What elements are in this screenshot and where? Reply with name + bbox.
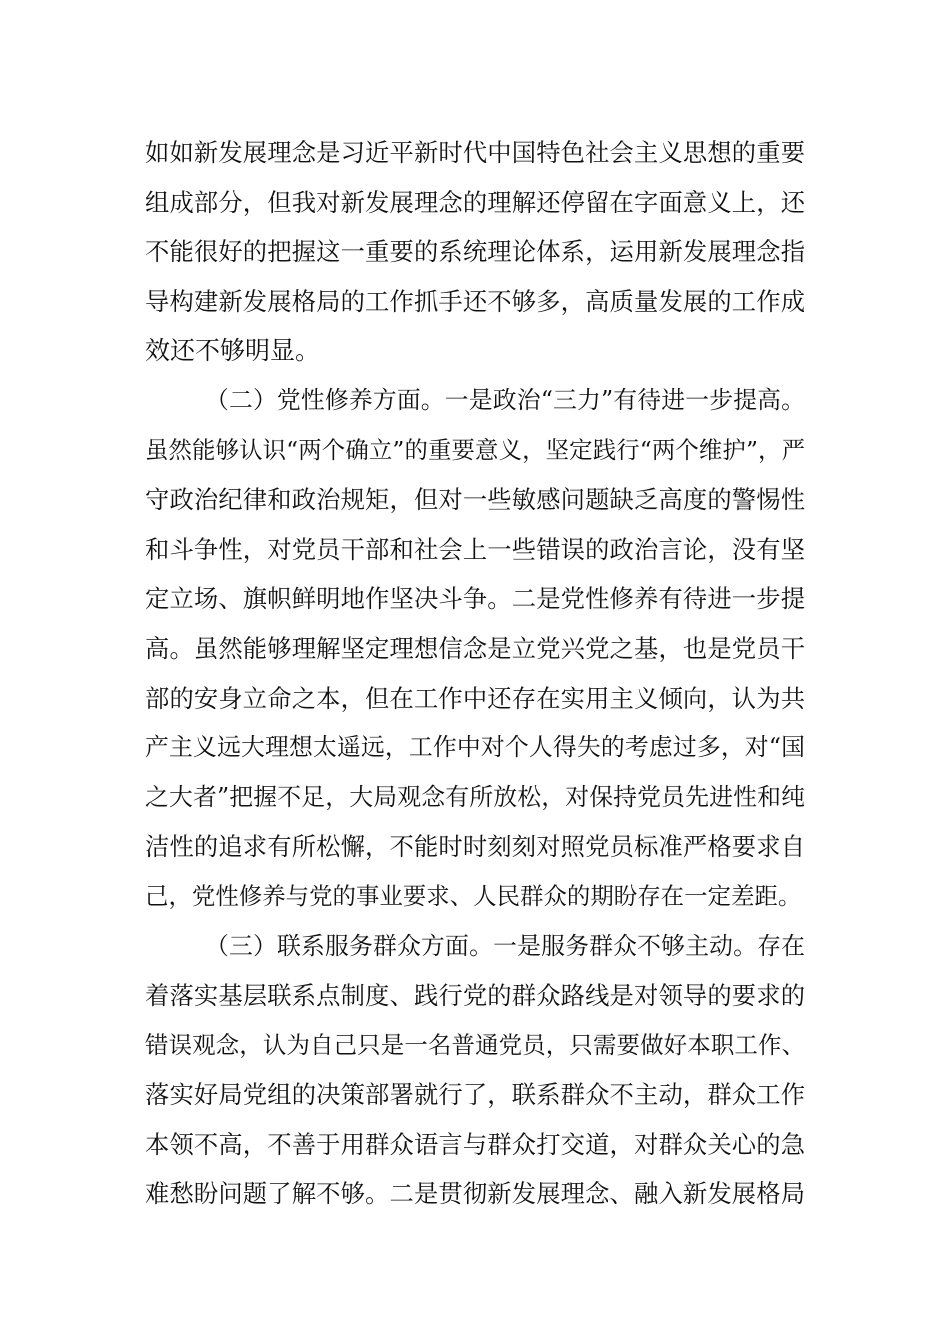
text-line: 本领不高，不善于用群众语言与群众打交道，对群众关心的急 bbox=[145, 1129, 805, 1159]
text-line: 着落实基层联系点制度、践行党的群众路线是对领导的要求的 bbox=[145, 981, 805, 1011]
text-line: 洁性的追求有所松懈，不能时时刻刻对照党员标准严格要求自 bbox=[145, 832, 805, 862]
text-line: 导构建新发展格局的工作抓手还不够多，高质量发展的工作成 bbox=[145, 286, 805, 316]
body-text bbox=[145, 128, 805, 1219]
text-line: 高。虽然能够理解坚定理想信念是立党兴党之基，也是党员干 bbox=[145, 633, 805, 663]
section-heading-line: （三）联系服务群众方面。一是服务群众不够主动。存在 bbox=[205, 931, 805, 960]
text-line: 守政治纪律和政治规矩，但对一些敏感问题缺乏高度的警惕性 bbox=[145, 485, 805, 515]
text-line: 产主义远大理想太遥远，工作中对个人得失的考虑过多，对“国 bbox=[145, 733, 805, 762]
text-line: 错误观念，认为自己只是一名普通党员，只需要做好本职工作、 bbox=[145, 1030, 805, 1059]
text-line: 定立场、旗帜鲜明地作坚决斗争。二是党性修养有待进一步提 bbox=[145, 584, 805, 614]
text-line: 如如新发展理念是习近平新时代中国特色社会主义思想的重要 bbox=[145, 138, 805, 167]
text-line: 和斗争性，对党员干部和社会上一些错误的政治言论，没有坚 bbox=[145, 534, 805, 564]
text-line: 部的安身立命之本，但在工作中还存在实用主义倾向，认为共 bbox=[145, 683, 805, 713]
text-line: 不能很好的把握这一重要的系统理论体系，运用新发展理念指 bbox=[145, 237, 805, 267]
text-line: 虽然能够认识“两个确立”的重要意义，坚定践行“两个维护”，严 bbox=[145, 435, 805, 464]
text-line: 组成部分，但我对新发展理念的理解还停留在字面意义上，还 bbox=[145, 187, 805, 217]
text-line: 己，党性修养与党的事业要求、人民群众的期盼存在一定差距。 bbox=[145, 881, 802, 910]
text-line: 之大者”把握不足，大局观念有所放松，对保持党员先进性和纯 bbox=[145, 782, 805, 811]
text-line: 难愁盼问题了解不够。二是贯彻新发展理念、融入新发展格局 bbox=[145, 1179, 805, 1209]
text-line: 效还不够明显。 bbox=[145, 336, 321, 366]
text-line: 落实好局党组的决策部署就行了，联系群众不主动，群众工作 bbox=[145, 1080, 805, 1110]
section-heading-line: （二）党性修养方面。一是政治“三力”有待进一步提高。 bbox=[205, 385, 805, 414]
